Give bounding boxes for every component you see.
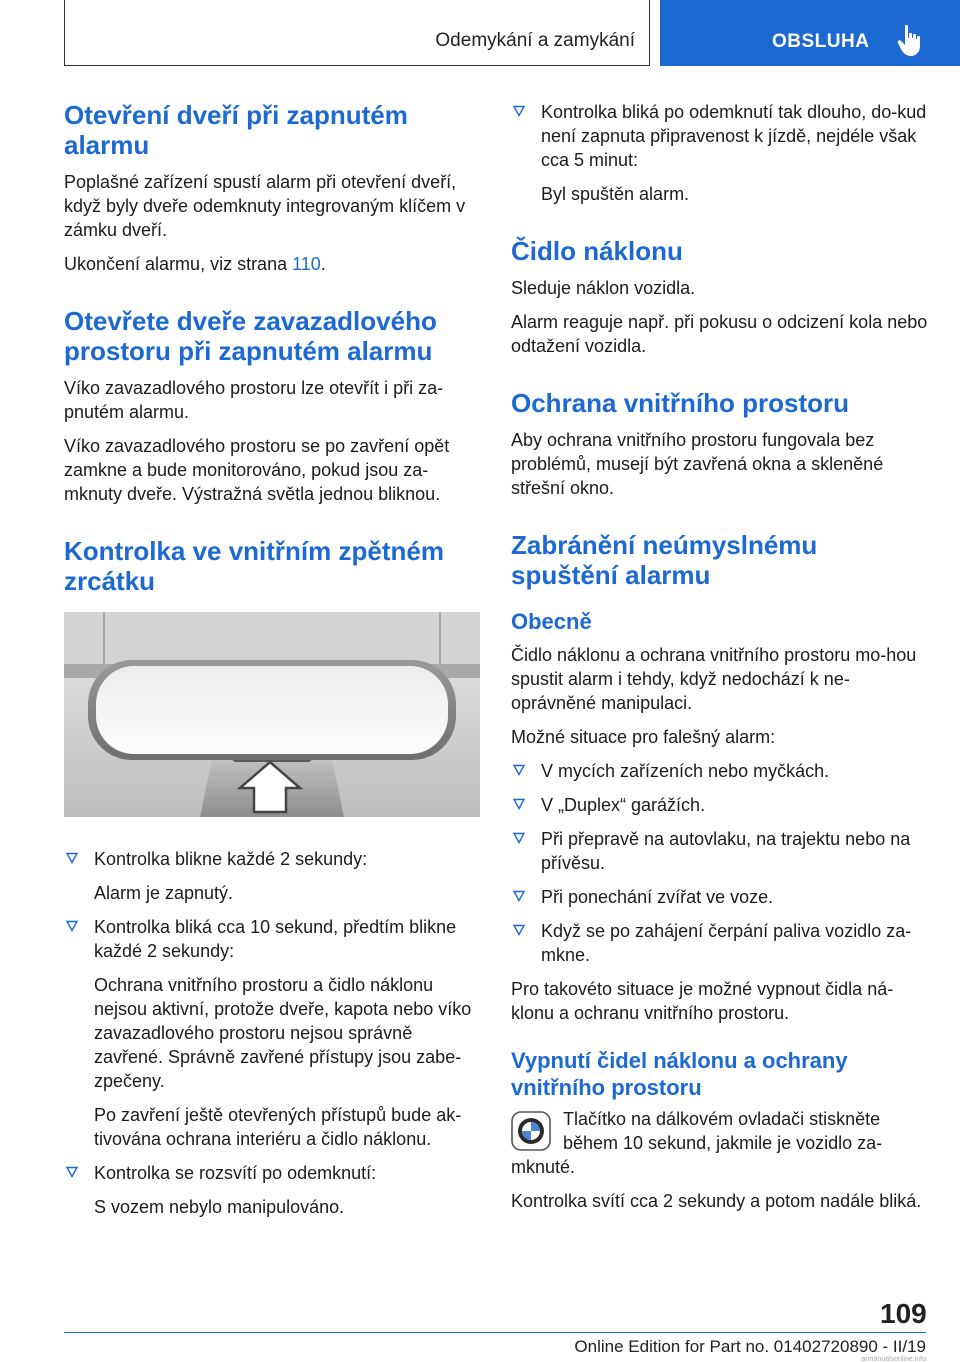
list-item: V „Duplex“ garážích. (511, 793, 931, 817)
list-item: Kontrolka bliká po odemknutí tak dlouho, do-kud není zapnuta připravenost k jízdě, nejdéle však cca 5 minut: Byl spuštěn alarm. (511, 100, 931, 206)
paragraph: Víko zavazadlového prostoru lze otevřít i při za-pnutém alarmu. (64, 378, 444, 422)
heading-interior-protection: Ochrana vnitřního prostoru (511, 388, 850, 418)
list-item: V mycích zařízeních nebo myčkách. (511, 759, 931, 783)
paragraph: Sleduje náklon vozidla. (511, 278, 696, 298)
left-column (64, 100, 484, 1229)
list-item: Kontrolka se rozsvítí po odemknutí: S vozem nebylo manipulováno. (64, 1161, 484, 1219)
triangle-bullet-icon (513, 890, 525, 902)
list-item: Kontrolka bliká cca 10 sekund, předtím blikne každé 2 sekundy: Ochrana vnitřního prostoru a čidlo náklonu nejsou aktivní, protože dveře, kapota nebo víko zavazadlového prostoru nejsou správně zavřené. Správně zavřené přístupy jsou zabe-zpečeny. Po zavření ještě otevřených přístupů bude ak-tivována ochrana interiéru a čidlo náklonu. (64, 915, 484, 1151)
triangle-bullet-icon (513, 798, 525, 810)
key-instruction: Tlačítko na dálkovém ovladači stiskněte během 10 sekund, jakmile je vozidlo za-mknuté. (511, 1109, 883, 1177)
mirror-illustration (64, 612, 480, 817)
header-section-title: Odemykání a zamykání (435, 30, 635, 51)
heading-prevent-false-alarm: Zabránění neúmyslnému spuštění alarmu (511, 530, 818, 590)
footer-site: armanualsonline.info (861, 1356, 926, 1362)
right-column (511, 100, 931, 1223)
paragraph: Pro takovéto situace je možné vypnout čidla ná-klonu a ochranu vnitřního prostoru. (511, 979, 894, 1023)
heading-mirror-indicator: Kontrolka ve vnitřním zpětném zrcátku (64, 536, 444, 596)
page-link[interactable]: 110 (292, 254, 321, 274)
footer-divider (64, 1332, 926, 1333)
paragraph: Čidlo náklonu a ochrana vnitřního prostoru mo-hou spustit alarm i tehdy, když nedochází k ne-oprávněné manipulaci. (511, 645, 917, 713)
paragraph: Možné situace pro falešný alarm: (511, 727, 776, 747)
triangle-bullet-icon (513, 924, 525, 936)
paragraph: Ukončení alarmu, viz strana 110. (64, 254, 326, 274)
bmw-key-button-icon (511, 1111, 551, 1151)
paragraph: Poplašné zařízení spustí alarm při otevření dveří, když byly dveře odemknuty integrovaným klíčem v zámku dveří. (64, 172, 466, 240)
indicator-list-continued (511, 100, 931, 206)
triangle-bullet-icon (513, 105, 525, 117)
paragraph: Aby ochrana vnitřního prostoru fungovala bez problémů, musejí být zavřená okna a skleněné střešní okno. (511, 430, 884, 498)
triangle-bullet-icon (513, 764, 525, 776)
heading-tilt-sensor: Čidlo náklonu (511, 236, 683, 266)
heading-trunk-open-alarm: Otevřete dveře zavazadlového prostoru při zapnutém alarmu (64, 306, 437, 366)
indicator-list (64, 847, 484, 1219)
list-item: Kontrolka blikne každé 2 sekundy: Alarm je zapnutý. (64, 847, 484, 905)
rearview-mirror-image (64, 612, 480, 817)
triangle-bullet-icon (66, 1166, 78, 1178)
heading-door-open-alarm: Otevření dveří při zapnutém alarmu (64, 100, 408, 160)
hand-pointer-icon (896, 24, 926, 58)
paragraph: Víko zavazadlového prostoru se po zavření opět zamkne a bude monitorováno, pokud jsou za-mknuty dveře. Výstražná světla jednou bliknou. (64, 436, 450, 504)
list-item: Když se po zahájení čerpání paliva vozidlo za-mkne. (511, 919, 931, 967)
header-section-box (64, 0, 650, 66)
heading-disable-sensors: Vypnutí čidel náklonu a ochrany vnitřního prostoru (511, 1048, 848, 1100)
paragraph: Alarm reaguje např. při pokusu o odcizení kola nebo odtažení vozidla. (511, 312, 928, 356)
paragraph: Kontrolka svítí cca 2 sekundy a potom nadále bliká. (511, 1191, 922, 1211)
false-alarm-list (511, 759, 931, 967)
triangle-bullet-icon (66, 852, 78, 864)
triangle-bullet-icon (513, 832, 525, 844)
subheading-general: Obecně (511, 609, 592, 634)
list-item: Při ponechání zvířat ve voze. (511, 885, 931, 909)
triangle-bullet-icon (66, 920, 78, 932)
footer-edition: Online Edition for Part no. 01402720890 - II/19 (574, 1337, 926, 1356)
page-number: 109 (880, 1298, 927, 1329)
header-chapter-tab (660, 0, 960, 66)
list-item: Při přepravě na autovlaku, na trajektu nebo na přívěsu. (511, 827, 931, 875)
header-chapter-label: OBSLUHA (772, 31, 870, 52)
